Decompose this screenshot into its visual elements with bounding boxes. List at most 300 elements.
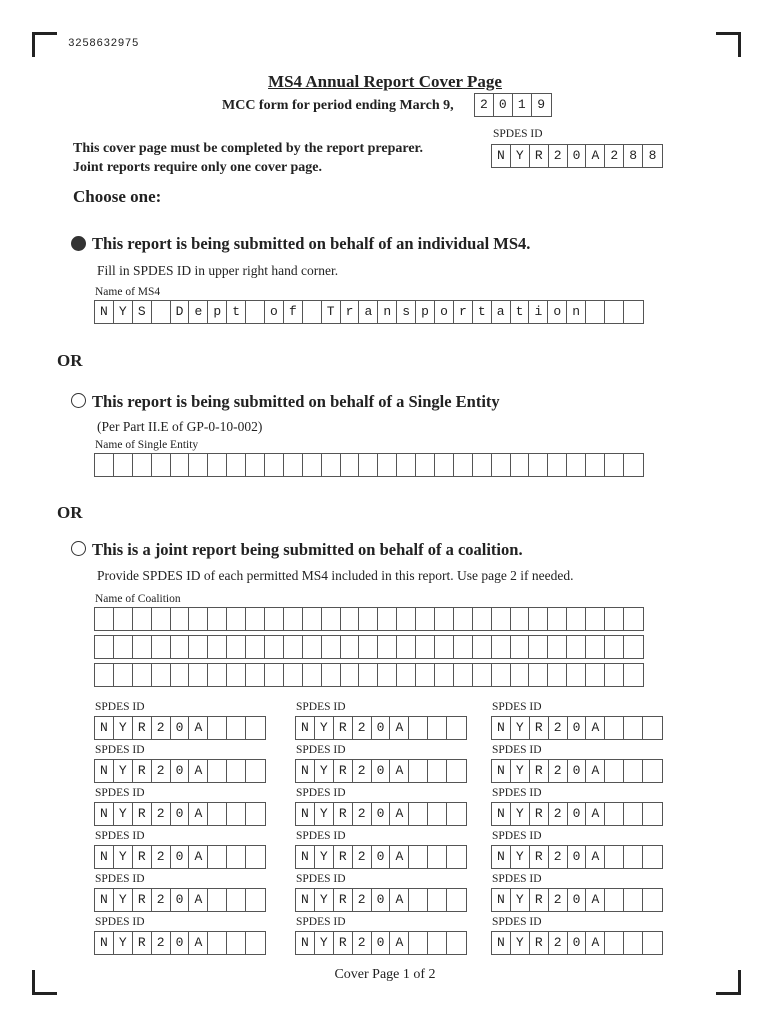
char-box[interactable]: Y — [315, 717, 334, 739]
coalition-spdes-id-field[interactable] — [94, 759, 266, 783]
char-box[interactable] — [454, 454, 473, 476]
char-box[interactable] — [511, 454, 530, 476]
char-box[interactable] — [428, 932, 447, 954]
char-box[interactable]: 9 — [537, 97, 546, 112]
char-box[interactable]: A — [390, 803, 409, 825]
char-box[interactable] — [95, 454, 114, 476]
char-box[interactable]: N — [95, 760, 114, 782]
char-box[interactable] — [227, 454, 246, 476]
char-box[interactable] — [359, 636, 378, 658]
char-box[interactable]: R — [530, 717, 549, 739]
char-box[interactable] — [227, 664, 246, 686]
char-box[interactable]: A — [189, 717, 208, 739]
char-box[interactable] — [246, 760, 265, 782]
char-box[interactable] — [133, 454, 152, 476]
char-box[interactable]: Y — [114, 717, 133, 739]
char-box[interactable] — [341, 454, 360, 476]
char-box[interactable]: 2 — [549, 846, 568, 868]
char-box[interactable] — [171, 454, 190, 476]
char-box[interactable]: N — [95, 889, 114, 911]
char-box[interactable] — [265, 608, 284, 630]
char-box[interactable] — [586, 664, 605, 686]
char-box[interactable]: Y — [114, 889, 133, 911]
char-box[interactable]: 0 — [372, 846, 391, 868]
char-box[interactable]: R — [133, 803, 152, 825]
char-box[interactable] — [284, 664, 303, 686]
char-box[interactable]: 0 — [372, 760, 391, 782]
char-box[interactable]: N — [492, 760, 511, 782]
char-box[interactable]: R — [334, 889, 353, 911]
char-box[interactable]: A — [586, 760, 605, 782]
char-box[interactable]: e — [189, 301, 208, 323]
name-of-coalition-field-line-3[interactable] — [94, 663, 644, 687]
char-box[interactable] — [227, 608, 246, 630]
char-box[interactable]: R — [530, 846, 549, 868]
char-box[interactable]: A — [586, 145, 605, 167]
char-box[interactable]: N — [296, 760, 315, 782]
char-box[interactable] — [548, 664, 567, 686]
coalition-spdes-id-field[interactable] — [295, 931, 467, 955]
char-box[interactable]: 0 — [171, 889, 190, 911]
char-box[interactable] — [624, 846, 643, 868]
char-box[interactable] — [447, 717, 466, 739]
char-box[interactable]: Y — [315, 932, 334, 954]
char-box[interactable]: n — [567, 301, 586, 323]
char-box[interactable] — [303, 454, 322, 476]
char-box[interactable] — [246, 636, 265, 658]
char-box[interactable] — [511, 664, 530, 686]
char-box[interactable] — [473, 454, 492, 476]
char-box[interactable]: 2 — [549, 932, 568, 954]
char-box[interactable]: R — [530, 760, 549, 782]
char-box[interactable] — [643, 717, 662, 739]
char-box[interactable]: A — [586, 803, 605, 825]
char-box[interactable]: N — [95, 717, 114, 739]
char-box[interactable]: Y — [511, 145, 530, 167]
char-box[interactable] — [605, 760, 624, 782]
char-box[interactable]: R — [334, 760, 353, 782]
coalition-spdes-id-field[interactable] — [94, 716, 266, 740]
char-box[interactable] — [397, 454, 416, 476]
char-box[interactable] — [567, 664, 586, 686]
char-box[interactable]: 2 — [475, 94, 494, 116]
char-box[interactable] — [567, 454, 586, 476]
char-box[interactable]: n — [378, 301, 397, 323]
char-box[interactable] — [95, 664, 114, 686]
char-box[interactable] — [409, 932, 428, 954]
char-box[interactable] — [303, 301, 322, 323]
char-box[interactable]: p — [208, 301, 227, 323]
char-box[interactable] — [447, 846, 466, 868]
char-box[interactable]: A — [586, 889, 605, 911]
char-box[interactable]: A — [390, 846, 409, 868]
char-box[interactable]: N — [492, 932, 511, 954]
coalition-spdes-id-field[interactable] — [295, 759, 467, 783]
char-box[interactable]: A — [586, 846, 605, 868]
char-box[interactable] — [624, 803, 643, 825]
char-box[interactable] — [189, 664, 208, 686]
char-box[interactable] — [378, 664, 397, 686]
char-box[interactable] — [208, 846, 227, 868]
char-box[interactable] — [473, 636, 492, 658]
char-box[interactable] — [95, 636, 114, 658]
char-box[interactable] — [605, 889, 624, 911]
char-box[interactable] — [416, 636, 435, 658]
char-box[interactable] — [133, 664, 152, 686]
char-box[interactable] — [208, 889, 227, 911]
char-box[interactable] — [409, 760, 428, 782]
char-box[interactable] — [416, 454, 435, 476]
char-box[interactable] — [341, 608, 360, 630]
char-box[interactable] — [624, 932, 643, 954]
char-box[interactable]: Y — [315, 889, 334, 911]
char-box[interactable]: N — [296, 932, 315, 954]
char-box[interactable] — [246, 608, 265, 630]
char-box[interactable]: 2 — [353, 932, 372, 954]
char-box[interactable] — [322, 608, 341, 630]
char-box[interactable] — [454, 664, 473, 686]
char-box[interactable]: 2 — [353, 846, 372, 868]
char-box[interactable]: A — [390, 760, 409, 782]
char-box[interactable] — [548, 608, 567, 630]
char-box[interactable] — [171, 608, 190, 630]
char-box[interactable]: R — [334, 932, 353, 954]
char-box[interactable] — [454, 608, 473, 630]
char-box[interactable] — [152, 608, 171, 630]
char-box[interactable] — [409, 717, 428, 739]
char-box[interactable] — [246, 932, 265, 954]
char-box[interactable] — [114, 636, 133, 658]
char-box[interactable] — [428, 846, 447, 868]
char-box[interactable] — [341, 664, 360, 686]
char-box[interactable]: D — [171, 301, 190, 323]
char-box[interactable] — [246, 803, 265, 825]
char-box[interactable]: N — [95, 846, 114, 868]
char-box[interactable]: 2 — [549, 717, 568, 739]
char-box[interactable]: 0 — [568, 717, 587, 739]
coalition-spdes-id-field[interactable] — [94, 802, 266, 826]
char-box[interactable] — [548, 454, 567, 476]
char-box[interactable] — [428, 803, 447, 825]
char-box[interactable] — [529, 454, 548, 476]
char-box[interactable] — [473, 664, 492, 686]
char-box[interactable]: R — [530, 145, 549, 167]
char-box[interactable]: N — [296, 717, 315, 739]
char-box[interactable]: 0 — [171, 760, 190, 782]
char-box[interactable] — [586, 301, 605, 323]
char-box[interactable]: Y — [511, 846, 530, 868]
char-box[interactable] — [265, 454, 284, 476]
char-box[interactable]: 2 — [605, 145, 624, 167]
char-box[interactable]: s — [397, 301, 416, 323]
char-box[interactable]: N — [492, 145, 511, 167]
char-box[interactable]: 0 — [171, 803, 190, 825]
char-box[interactable] — [303, 636, 322, 658]
char-box[interactable]: 0 — [171, 846, 190, 868]
char-box[interactable] — [447, 932, 466, 954]
char-box[interactable]: A — [390, 717, 409, 739]
char-box[interactable]: Y — [511, 889, 530, 911]
char-box[interactable] — [416, 608, 435, 630]
char-box[interactable]: a — [492, 301, 511, 323]
char-box[interactable] — [152, 664, 171, 686]
char-box[interactable] — [359, 454, 378, 476]
char-box[interactable] — [428, 717, 447, 739]
char-box[interactable] — [624, 717, 643, 739]
char-box[interactable] — [246, 846, 265, 868]
coalition-spdes-id-field[interactable] — [295, 888, 467, 912]
char-box[interactable]: 2 — [152, 760, 171, 782]
char-box[interactable] — [114, 608, 133, 630]
char-box[interactable] — [605, 454, 624, 476]
char-box[interactable] — [208, 760, 227, 782]
coalition-spdes-id-field[interactable] — [94, 845, 266, 869]
char-box[interactable] — [624, 636, 643, 658]
char-box[interactable] — [643, 760, 662, 782]
char-box[interactable] — [359, 608, 378, 630]
char-box[interactable]: A — [189, 803, 208, 825]
char-box[interactable] — [114, 664, 133, 686]
radio-single-entity[interactable] — [71, 393, 86, 408]
char-box[interactable]: A — [189, 889, 208, 911]
char-box[interactable] — [492, 664, 511, 686]
char-box[interactable] — [435, 636, 454, 658]
char-box[interactable] — [492, 454, 511, 476]
char-box[interactable]: N — [492, 846, 511, 868]
char-box[interactable]: 0 — [568, 932, 587, 954]
char-box[interactable] — [492, 636, 511, 658]
char-box[interactable]: r — [454, 301, 473, 323]
char-box[interactable]: R — [133, 760, 152, 782]
char-box[interactable] — [303, 608, 322, 630]
char-box[interactable] — [643, 889, 662, 911]
char-box[interactable]: o — [548, 301, 567, 323]
char-box[interactable]: Y — [114, 301, 133, 323]
char-box[interactable] — [227, 803, 246, 825]
char-box[interactable] — [114, 454, 133, 476]
char-box[interactable]: 2 — [152, 717, 171, 739]
char-box[interactable] — [511, 636, 530, 658]
char-box[interactable]: Y — [114, 846, 133, 868]
char-box[interactable] — [548, 636, 567, 658]
char-box[interactable] — [624, 608, 643, 630]
char-box[interactable]: Y — [511, 803, 530, 825]
char-box[interactable]: 2 — [152, 846, 171, 868]
char-box[interactable]: R — [133, 846, 152, 868]
char-box[interactable] — [586, 608, 605, 630]
char-box[interactable]: N — [492, 717, 511, 739]
name-of-ms4-field[interactable] — [94, 300, 644, 324]
coalition-spdes-id-field[interactable] — [295, 716, 467, 740]
char-box[interactable] — [435, 608, 454, 630]
char-box[interactable]: N — [296, 889, 315, 911]
char-box[interactable] — [322, 636, 341, 658]
char-box[interactable] — [447, 803, 466, 825]
char-box[interactable]: A — [586, 717, 605, 739]
char-box[interactable] — [624, 454, 643, 476]
char-box[interactable] — [567, 636, 586, 658]
char-box[interactable] — [208, 608, 227, 630]
char-box[interactable]: 0 — [171, 717, 190, 739]
char-box[interactable]: i — [529, 301, 548, 323]
char-box[interactable] — [378, 608, 397, 630]
char-box[interactable]: Y — [114, 803, 133, 825]
period-year-field[interactable] — [474, 93, 552, 117]
char-box[interactable]: Y — [315, 760, 334, 782]
char-box[interactable]: Y — [315, 803, 334, 825]
char-box[interactable] — [435, 664, 454, 686]
char-box[interactable]: 2 — [549, 760, 568, 782]
char-box[interactable] — [208, 803, 227, 825]
char-box[interactable] — [208, 932, 227, 954]
char-box[interactable] — [624, 301, 643, 323]
char-box[interactable]: A — [189, 760, 208, 782]
char-box[interactable]: R — [530, 803, 549, 825]
coalition-spdes-id-field[interactable] — [491, 759, 663, 783]
char-box[interactable]: 0 — [372, 889, 391, 911]
char-box[interactable]: 0 — [568, 145, 587, 167]
char-box[interactable] — [208, 636, 227, 658]
char-box[interactable]: p — [416, 301, 435, 323]
char-box[interactable] — [284, 636, 303, 658]
char-box[interactable]: 0 — [568, 889, 587, 911]
coalition-spdes-id-field[interactable] — [94, 931, 266, 955]
char-box[interactable] — [428, 889, 447, 911]
char-box[interactable] — [152, 454, 171, 476]
char-box[interactable]: 2 — [353, 889, 372, 911]
char-box[interactable]: 2 — [152, 803, 171, 825]
char-box[interactable] — [208, 717, 227, 739]
char-box[interactable] — [341, 636, 360, 658]
coalition-spdes-id-field[interactable] — [295, 802, 467, 826]
char-box[interactable]: o — [265, 301, 284, 323]
char-box[interactable] — [322, 454, 341, 476]
char-box[interactable]: 2 — [549, 803, 568, 825]
char-box[interactable] — [447, 760, 466, 782]
char-box[interactable]: Y — [511, 717, 530, 739]
char-box[interactable]: R — [133, 889, 152, 911]
char-box[interactable] — [529, 664, 548, 686]
char-box[interactable] — [529, 636, 548, 658]
char-box[interactable]: R — [530, 932, 549, 954]
char-box[interactable]: a — [359, 301, 378, 323]
char-box[interactable] — [208, 664, 227, 686]
char-box[interactable]: 0 — [494, 94, 513, 116]
char-box[interactable]: Y — [114, 760, 133, 782]
char-box[interactable]: 2 — [549, 889, 568, 911]
char-box[interactable]: N — [296, 846, 315, 868]
char-box[interactable] — [189, 454, 208, 476]
char-box[interactable] — [227, 932, 246, 954]
char-box[interactable] — [643, 803, 662, 825]
char-box[interactable] — [409, 846, 428, 868]
char-box[interactable]: 2 — [353, 760, 372, 782]
char-box[interactable] — [284, 608, 303, 630]
char-box[interactable] — [246, 664, 265, 686]
char-box[interactable]: R — [530, 889, 549, 911]
char-box[interactable] — [473, 608, 492, 630]
char-box[interactable] — [378, 454, 397, 476]
char-box[interactable]: N — [492, 803, 511, 825]
char-box[interactable] — [409, 803, 428, 825]
char-box[interactable]: 1 — [513, 94, 532, 116]
coalition-spdes-id-field[interactable] — [491, 802, 663, 826]
char-box[interactable] — [133, 608, 152, 630]
char-box[interactable] — [605, 608, 624, 630]
char-box[interactable]: N — [95, 301, 114, 323]
char-box[interactable]: 0 — [568, 760, 587, 782]
char-box[interactable] — [227, 889, 246, 911]
char-box[interactable] — [397, 608, 416, 630]
char-box[interactable] — [605, 803, 624, 825]
name-of-coalition-field-line-2[interactable] — [94, 635, 644, 659]
char-box[interactable] — [378, 636, 397, 658]
char-box[interactable]: N — [296, 803, 315, 825]
char-box[interactable]: R — [334, 846, 353, 868]
char-box[interactable]: N — [95, 932, 114, 954]
char-box[interactable] — [605, 636, 624, 658]
char-box[interactable]: f — [284, 301, 303, 323]
char-box[interactable] — [605, 717, 624, 739]
char-box[interactable]: Y — [511, 932, 530, 954]
char-box[interactable] — [447, 889, 466, 911]
char-box[interactable] — [409, 889, 428, 911]
char-box[interactable] — [152, 301, 171, 323]
coalition-spdes-id-field[interactable] — [491, 931, 663, 955]
char-box[interactable] — [605, 301, 624, 323]
char-box[interactable] — [397, 636, 416, 658]
char-box[interactable] — [586, 636, 605, 658]
char-box[interactable] — [152, 636, 171, 658]
char-box[interactable] — [511, 608, 530, 630]
name-of-coalition-field-line-1[interactable] — [94, 607, 644, 631]
char-box[interactable] — [359, 664, 378, 686]
char-box[interactable]: 0 — [568, 803, 587, 825]
coalition-spdes-id-field[interactable] — [295, 845, 467, 869]
radio-individual-ms4[interactable] — [71, 236, 86, 251]
char-box[interactable] — [284, 454, 303, 476]
char-box[interactable] — [246, 717, 265, 739]
char-box[interactable]: T — [322, 301, 341, 323]
char-box[interactable] — [454, 636, 473, 658]
char-box[interactable]: 0 — [372, 803, 391, 825]
coalition-spdes-id-field[interactable] — [491, 845, 663, 869]
char-box[interactable] — [624, 889, 643, 911]
char-box[interactable] — [303, 664, 322, 686]
char-box[interactable] — [643, 932, 662, 954]
char-box[interactable] — [265, 664, 284, 686]
char-box[interactable] — [586, 454, 605, 476]
coalition-spdes-id-field[interactable] — [491, 716, 663, 740]
char-box[interactable]: A — [390, 889, 409, 911]
char-box[interactable] — [492, 608, 511, 630]
char-box[interactable]: 2 — [152, 932, 171, 954]
char-box[interactable]: o — [435, 301, 454, 323]
char-box[interactable]: r — [341, 301, 360, 323]
char-box[interactable]: 0 — [372, 932, 391, 954]
char-box[interactable] — [567, 608, 586, 630]
char-box[interactable] — [435, 454, 454, 476]
char-box[interactable]: N — [95, 803, 114, 825]
char-box[interactable]: 0 — [568, 846, 587, 868]
char-box[interactable]: N — [492, 889, 511, 911]
char-box[interactable]: 0 — [372, 717, 391, 739]
char-box[interactable] — [605, 846, 624, 868]
radio-joint-coalition[interactable] — [71, 541, 86, 556]
char-box[interactable]: 2 — [353, 803, 372, 825]
char-box[interactable]: A — [189, 846, 208, 868]
char-box[interactable]: R — [133, 717, 152, 739]
